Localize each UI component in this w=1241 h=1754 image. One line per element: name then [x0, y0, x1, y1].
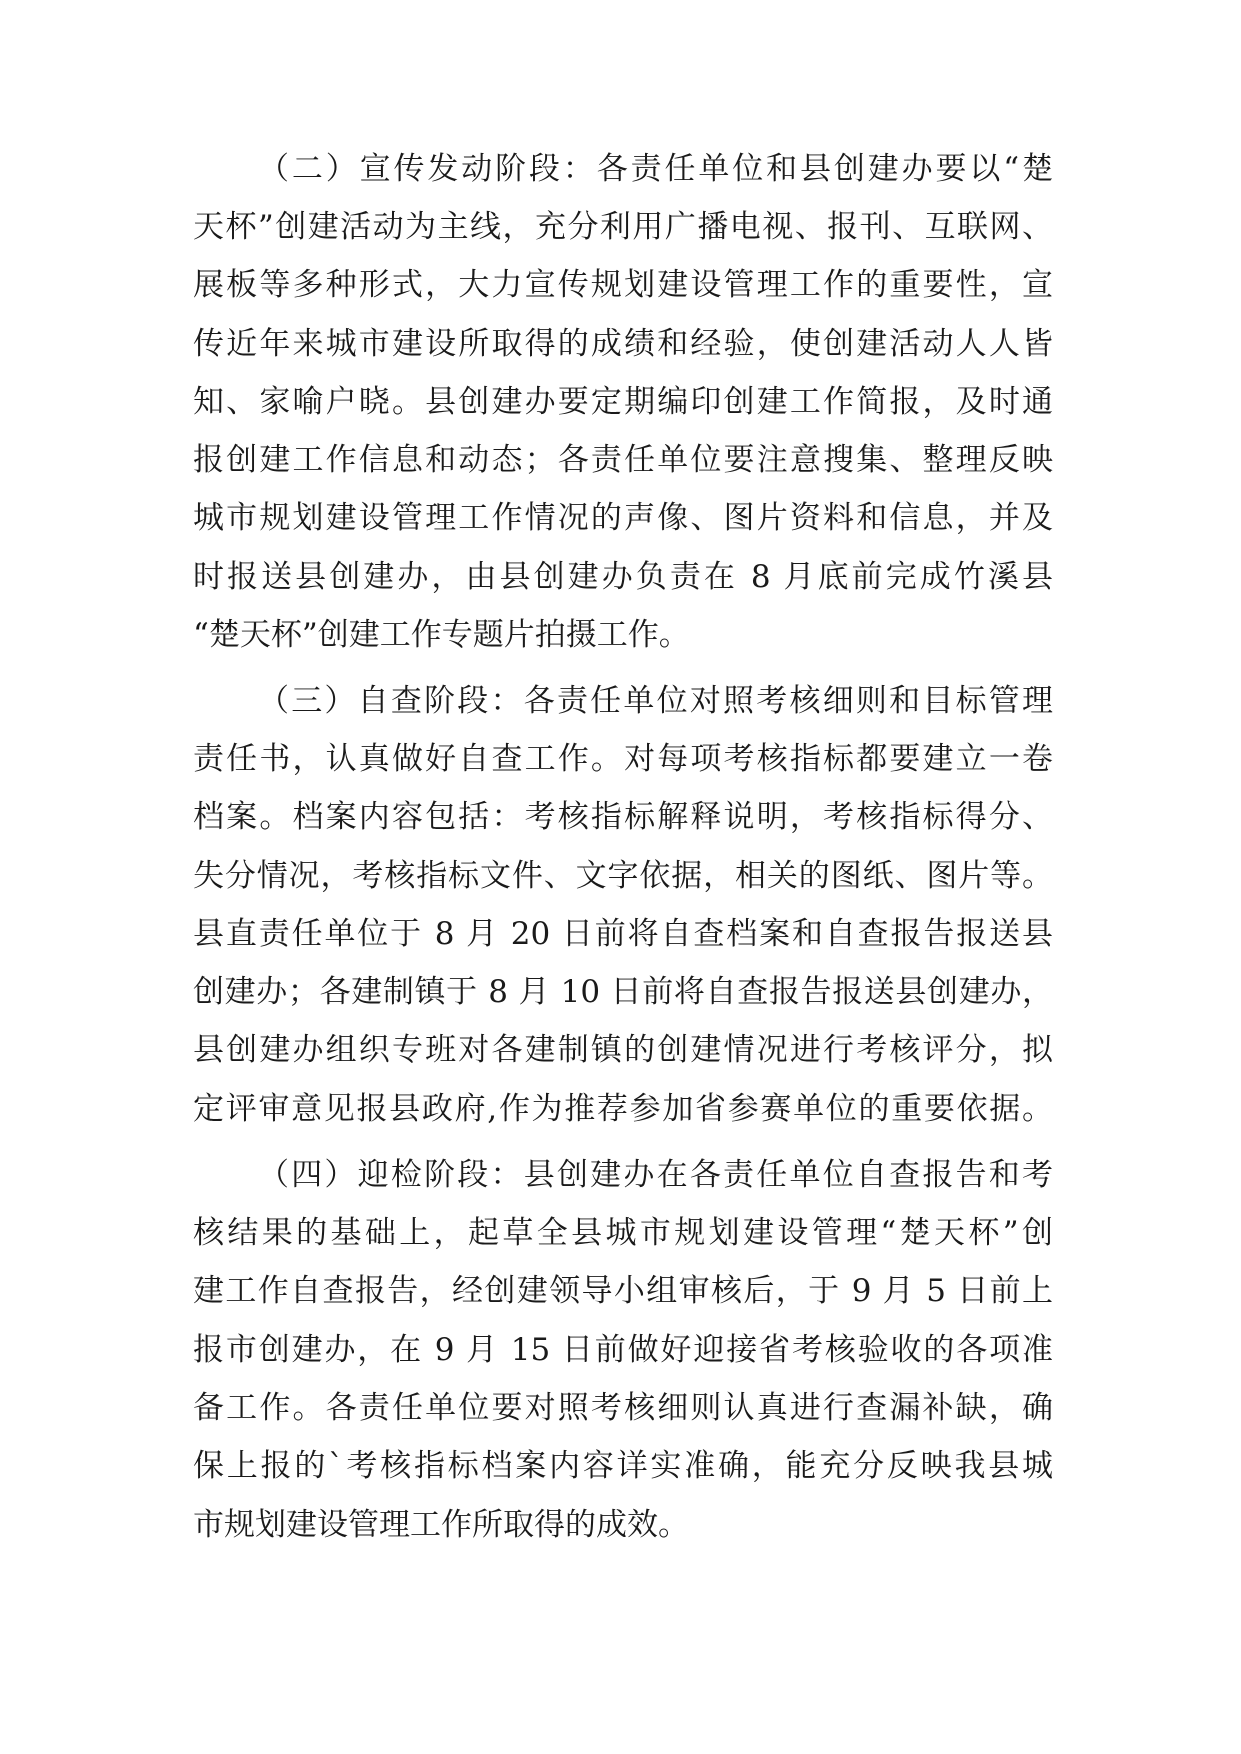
text-line: 知、家喻户晓。县创建办要定期编印创建工作简报，及时通 [193, 384, 1053, 420]
text-line: 县直责任单位于 8 月 20 日前将自查档案和自查报告报送县 [193, 916, 1053, 952]
text-line: 创建办；各建制镇于 8 月 10 日前将自查报告报送县创建办， [193, 974, 1053, 1010]
text-line: 核结果的基础上，起草全县城市规划建设管理“楚天杯”创 [193, 1215, 1053, 1251]
text-line: 传近年来城市建设所取得的成绩和经验，使创建活动人人皆 [193, 326, 1053, 362]
text-line: 天杯”创建活动为主线，充分利用广播电视、报刊、互联网、 [193, 209, 1053, 245]
text-line: 档案。档案内容包括：考核指标解释说明，考核指标得分、 [193, 799, 1053, 835]
text-line: 备工作。各责任单位要对照考核细则认真进行查漏补缺，确 [193, 1390, 1053, 1426]
text-line: （三）自查阶段：各责任单位对照考核细则和目标管理 [258, 683, 1053, 719]
text-line: 时报送县创建办，由县创建办负责在 8 月底前完成竹溪县 [193, 559, 1053, 595]
text-line: 市规划建设管理工作所取得的成效。 [193, 1507, 689, 1543]
text-line: （四）迎检阶段：县创建办在各责任单位自查报告和考 [258, 1157, 1053, 1193]
text-line: 定评审意见报县政府,作为推荐参加省参赛单位的重要依据。 [193, 1091, 1053, 1127]
text-line: 失分情况，考核指标文件、文字依据，相关的图纸、图片等。 [193, 858, 1053, 894]
text-line: 责任书，认真做好自查工作。对每项考核指标都要建立一卷 [193, 741, 1053, 777]
text-line: （二）宣传发动阶段：各责任单位和县创建办要以“楚 [258, 151, 1053, 187]
text-line: 县创建办组织专班对各建制镇的创建情况进行考核评分，拟 [193, 1032, 1053, 1068]
text-line: 保上报的`考核指标档案内容详实准确，能充分反映我县城 [193, 1448, 1053, 1484]
text-line: 建工作自查报告，经创建领导小组审核后，于 9 月 5 日前上 [193, 1273, 1053, 1309]
text-line: 报创建工作信息和动态；各责任单位要注意搜集、整理反映 [193, 442, 1053, 478]
text-line: 展板等多种形式，大力宣传规划建设管理工作的重要性，宣 [193, 267, 1053, 303]
text-line: “楚天杯”创建工作专题片拍摄工作。 [193, 617, 690, 653]
text-line: 报市创建办，在 9 月 15 日前做好迎接省考核验收的各项准 [193, 1332, 1053, 1368]
text-line: 城市规划建设管理工作情况的声像、图片资料和信息，并及 [193, 500, 1053, 536]
